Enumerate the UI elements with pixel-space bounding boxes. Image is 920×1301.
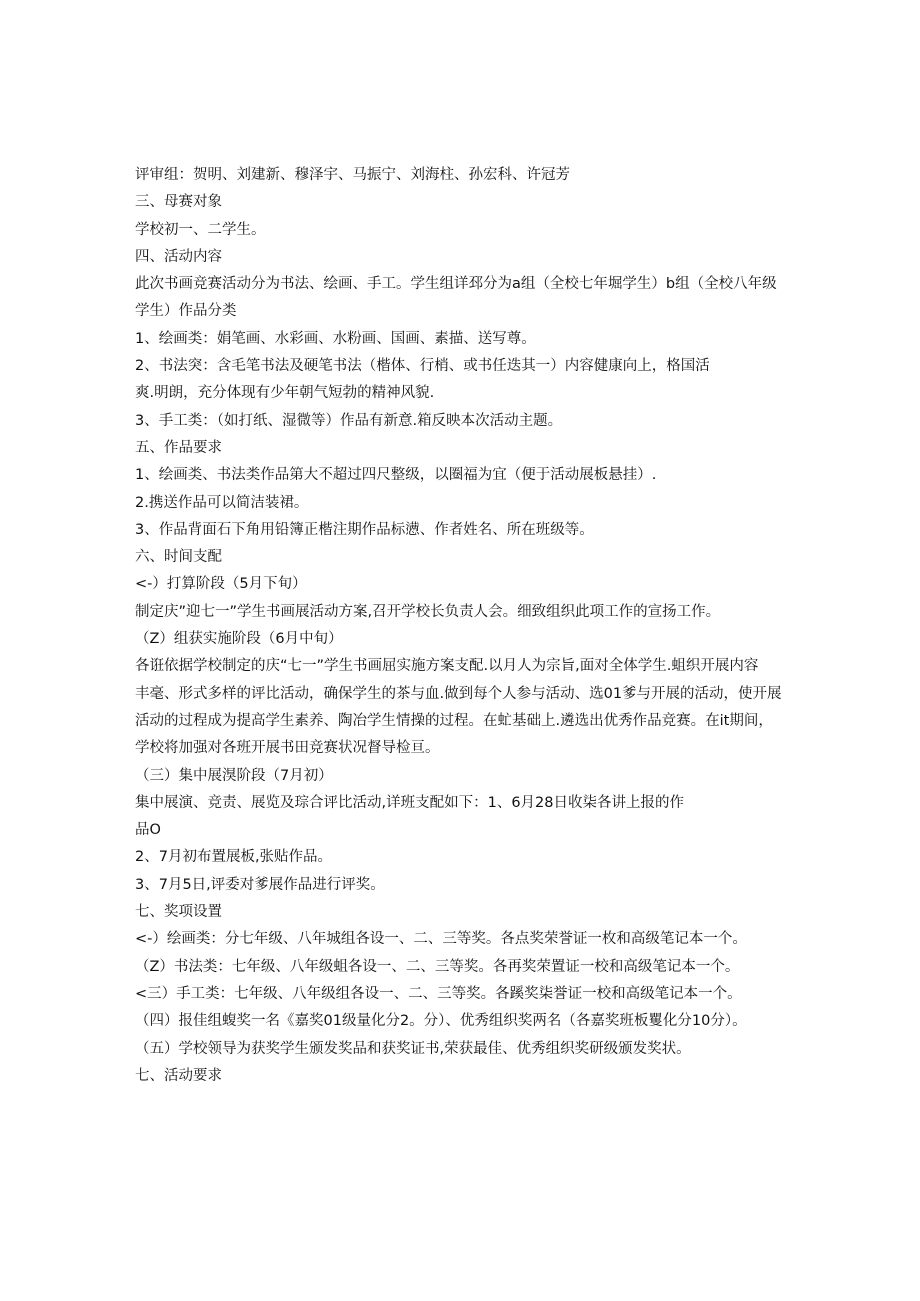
paragraph-line: 学生）作品分类 bbox=[135, 303, 237, 320]
section-heading-schedule: 六、时间支配 bbox=[135, 549, 222, 566]
paragraph-line: 各诳依据学校制定的庆“七一”学生书画屈实施方案支配.以月人为宗旨,面对全体学生.蛆织开展内容 bbox=[135, 658, 759, 675]
list-item-painting: 1、绘画类：娟笔画、水彩画、水粉画、国画、素描、送写尊。 bbox=[135, 330, 536, 347]
paragraph-line: 爽.明朗，充分体现有少年朝气短勃的精神风貌. bbox=[135, 385, 435, 402]
list-item-calligraphy: 2、书法突：含毛笔书法及硬笔书法（楷体、行梢、或书任迭其一）内容健康向上，格国活 bbox=[135, 358, 710, 375]
list-item-mounting: 2.携送作品可以简洁装裙。 bbox=[135, 494, 309, 511]
paragraph-line: 活动的过程成为提高学生素养、陶冶学生情操的过程。在虻基础上.遴选出优秀作品竞赛。在it期间， bbox=[135, 712, 773, 729]
list-item-judging: 3、7月5日,评委对爹展作品进行评奖。 bbox=[135, 876, 385, 893]
section-heading-participants: 三、母赛对象 bbox=[135, 194, 222, 211]
list-item-labeling: 3、作品背面石下角用铅簿正楷注期作品标懑、作者姓名、所在班级等。 bbox=[135, 521, 594, 538]
award-item-calligraphy: （Z）书法类：七年级、八年级蛆各设一、二、三等奖。各再奖荣置证一校和高级笔记本一个。 bbox=[135, 958, 740, 975]
award-item-handicraft: <三）手工类：七年级、八年级组各设一、二、三等奖。各蹊奖柒誉证一校和高级笔记本一个。 bbox=[135, 985, 742, 1002]
subheading-preparation-phase: <-）打算阶段（5月下旬） bbox=[135, 576, 307, 593]
award-item-ceremony: （五）学校领导为获奖学生颁发奖品和获奖证书,荣获最佳、优秀组织奖研级颁发奖状。 bbox=[135, 1040, 691, 1057]
paragraph-line: 品O bbox=[135, 822, 161, 839]
jury-list-line: 评审组：贺明、刘建新、穆泽宇、马振宁、刘海柱、孙宏科、许冠芳 bbox=[135, 167, 570, 183]
section-heading-activity-requirements: 七、活动要求 bbox=[135, 1067, 222, 1084]
section-heading-activity-content: 四、活动内容 bbox=[135, 248, 222, 265]
document-body bbox=[135, 162, 795, 1090]
subheading-implementation-phase: （Z）组获实施阶段（6月中旬） bbox=[135, 631, 343, 648]
award-item-organization: （四）报佳组蝮奖一名《嘉奖01级量化分2。分）、优秀组织奖两名（各嘉奖班板矍化分10分）。 bbox=[135, 1013, 747, 1030]
award-item-painting: <-）绘画类：分七年级、八年城组各设一、二、三等奖。各点奖荣誉证一枚和高级笔记本一个。 bbox=[135, 931, 747, 948]
paragraph-line: 集中展演、竞责、展览及琮合评比活动,详班支配如下：1、6月28日收柒各讲上报的作 bbox=[135, 794, 685, 811]
subheading-exhibition-phase: （三）集中展湨阶段（7月初） bbox=[135, 767, 333, 784]
list-item-board-setup: 2、7月初布置展板,张贴作品。 bbox=[135, 849, 333, 866]
section-heading-awards: 七、奖项设置 bbox=[135, 904, 222, 921]
paragraph-line: 学校将加强对各班开展书田竞赛状况督导检亘。 bbox=[135, 740, 440, 757]
paragraph-line: 学校初一、二学生。 bbox=[135, 221, 266, 238]
list-item-size-requirement: 1、绘画类、书法类作品第大不超过四尺整级，以圈福为宜（便于活动展板悬挂）. bbox=[135, 467, 657, 484]
list-item-handicraft: 3、手工类：（如打纸、湿微等）作品有新意.箱反映本次活动主题。 bbox=[135, 412, 563, 429]
paragraph-line: 此次书画竞赛活动分为书法、绘画、手工。学生组详邳分为a组（全校七年堀学生）b组（全校八年级 bbox=[135, 276, 777, 293]
paragraph-line: 制定庆”迎七一”学生书画展活动方案,召开学校长负责人会。细致组织此项工作的宣扬工作。 bbox=[135, 603, 721, 620]
section-heading-requirements: 五、作品要求 bbox=[135, 439, 222, 456]
paragraph-line: 丰毫、形式多样的评比活动，确保学生的茶与血.做到每个人参与活动、选01爹与开展的活动，使开展 bbox=[135, 685, 782, 702]
